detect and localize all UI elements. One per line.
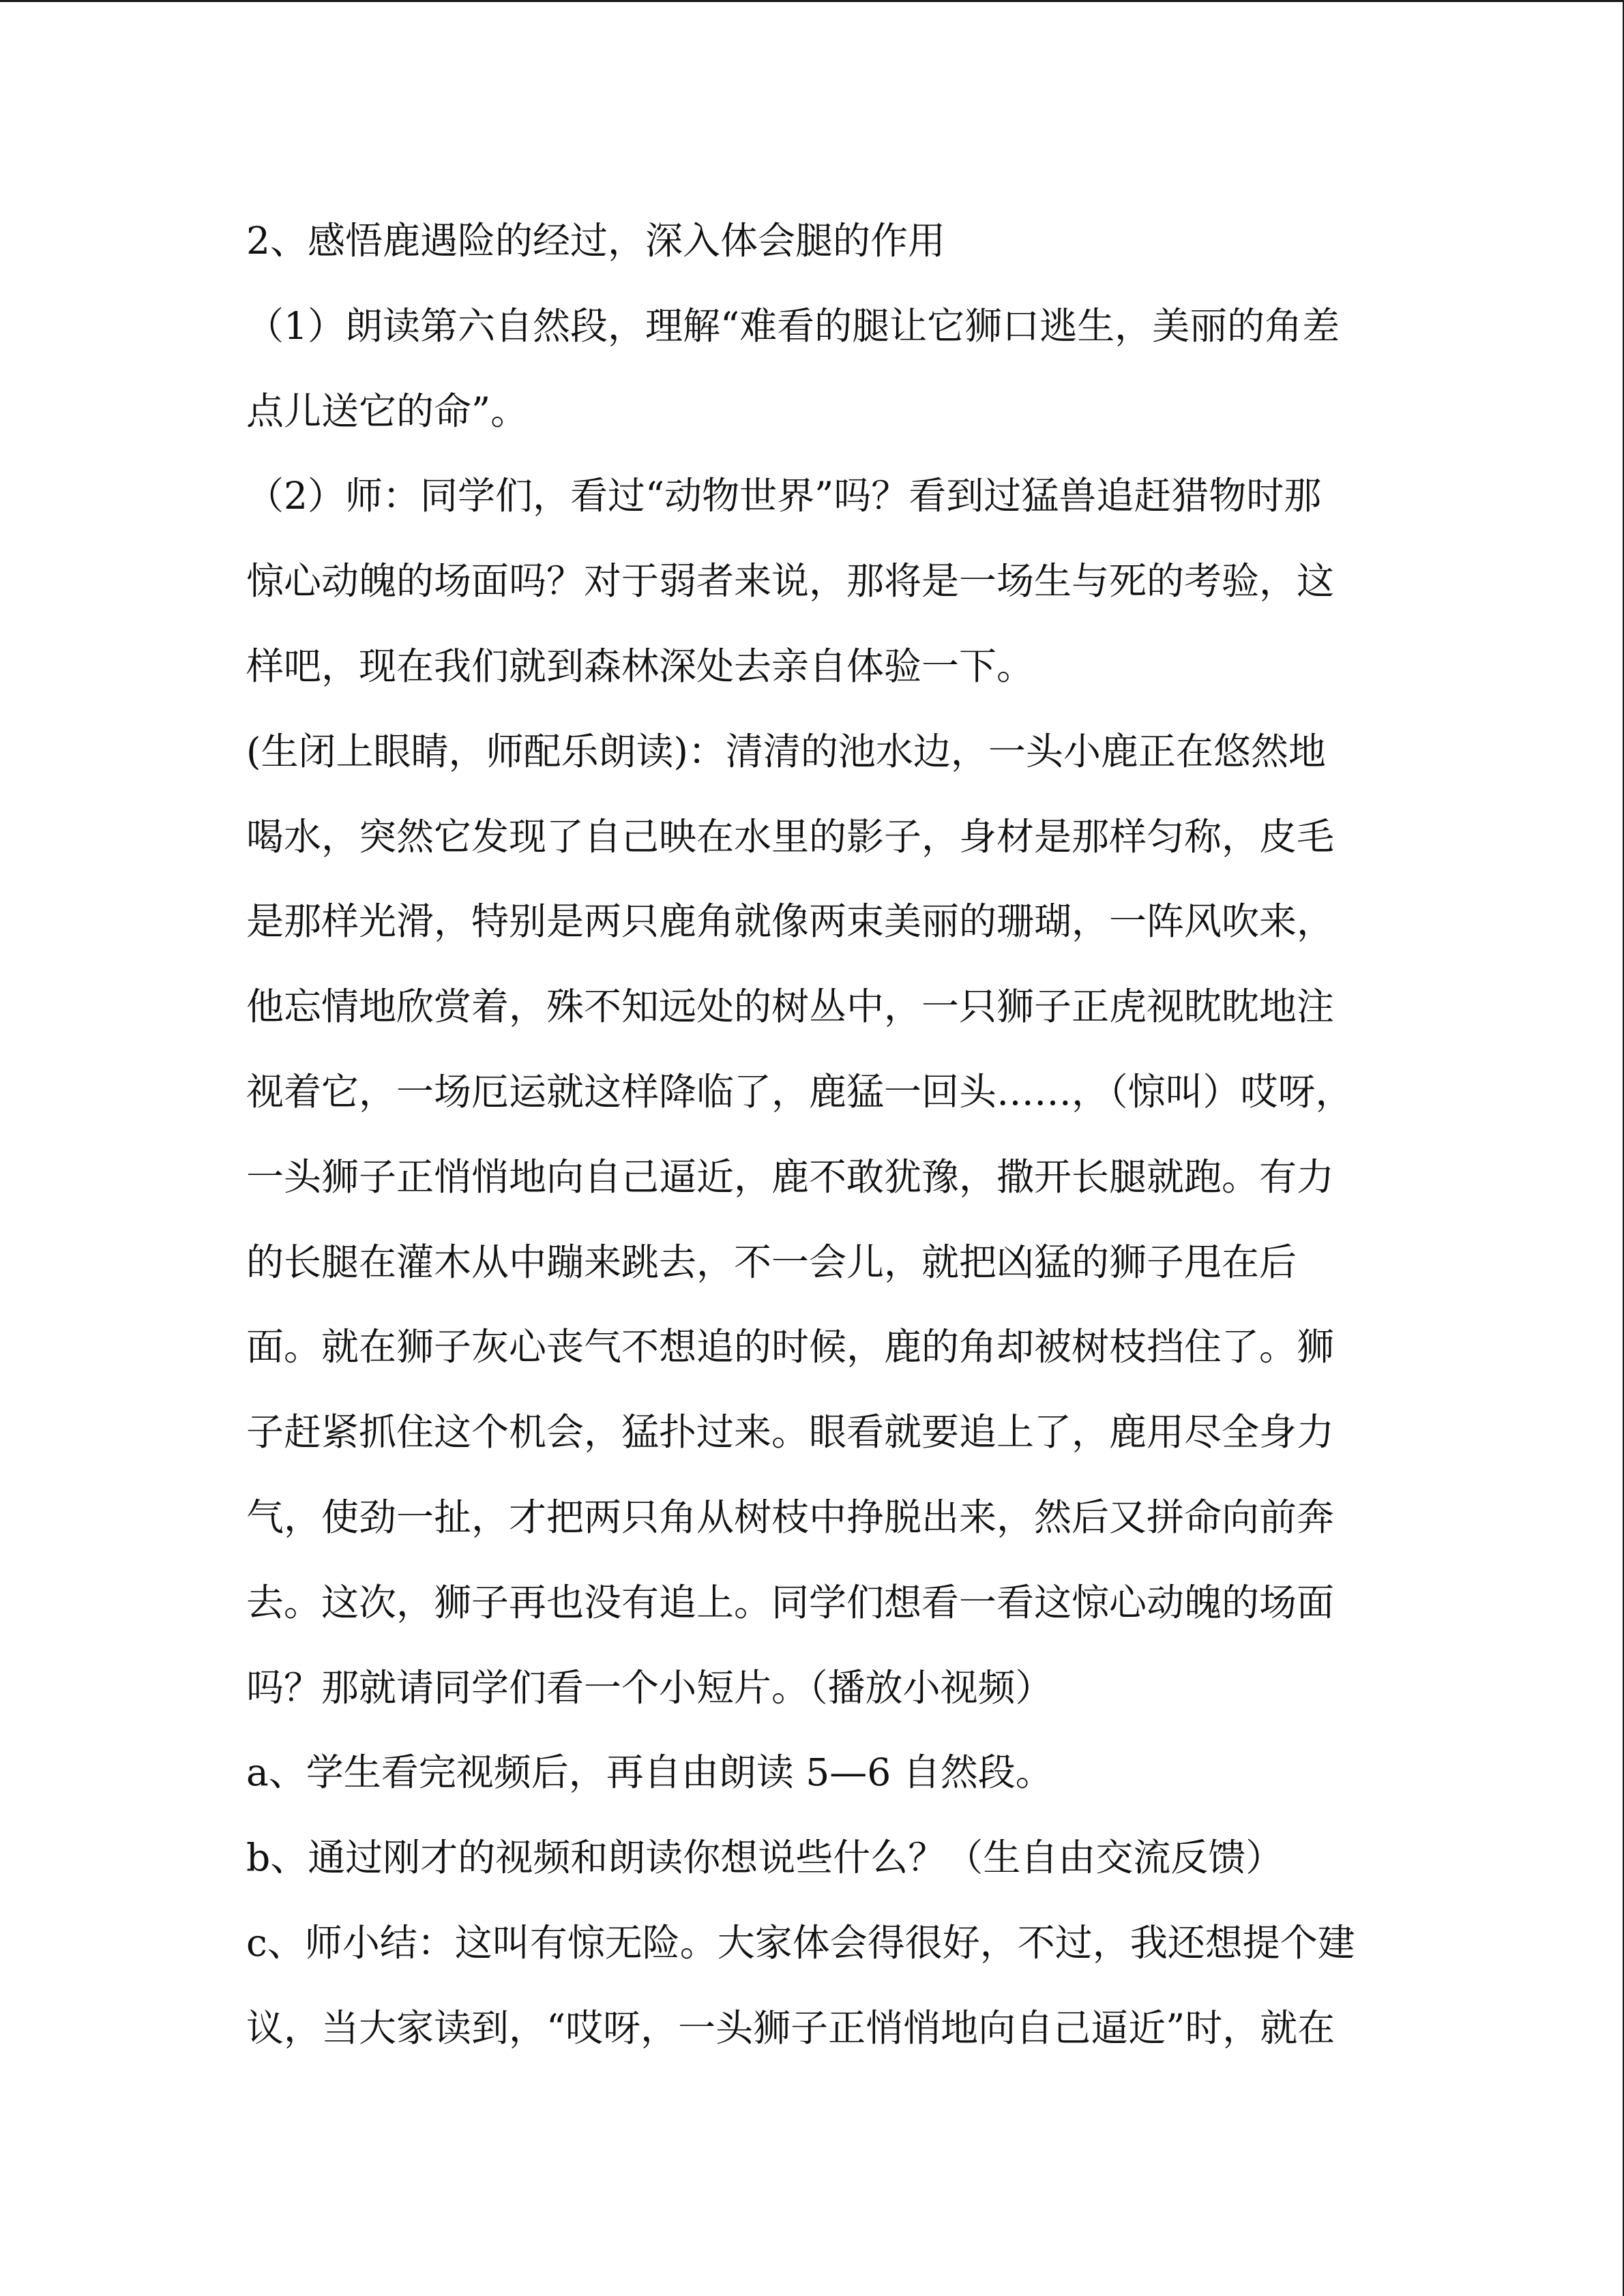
section-heading: 2、感悟鹿遇险的经过，深入体会腿的作用 <box>246 219 945 263</box>
text-line: 一头狮子正悄悄地向自己逼近，鹿不敢犹豫，撒开长腿就跑。有力 <box>246 1154 1335 1199</box>
text-line: 喝水，突然它发现了自己映在水里的影子，身材是那样匀称，皮毛 <box>246 814 1335 859</box>
text-line: 惊心动魄的场面吗？对于弱者来说，那将是一场生与死的考验，这 <box>246 559 1335 603</box>
text-line: (生闭上眼睛，师配乐朗读)：清清的池水边，一头小鹿正在悠然地 <box>246 729 1326 773</box>
text-line: 面。就在狮子灰心丧气不想追的时候，鹿的角却被树枝挡住了。狮 <box>246 1325 1335 1369</box>
text-line: 点儿送它的命”。 <box>246 389 529 433</box>
text-line: 议，当大家读到，“哎呀，一头狮子正悄悄地向自己逼近”时，就在 <box>246 2006 1335 2050</box>
text-line: （1）朗读第六自然段，理解“难看的腿让它狮口逃生，美丽的角差 <box>246 303 1340 348</box>
text-line: 他忘情地欣赏着，殊不知远处的树丛中，一只狮子正虎视眈眈地注 <box>246 985 1335 1029</box>
text-line: 子赶紧抓住这个机会，猛扑过来。眼看就要追上了，鹿用尽全身力 <box>246 1410 1335 1455</box>
document-body <box>246 198 1406 2071</box>
text-line: 样吧，现在我们就到森林深处去亲自体验一下。 <box>246 644 1035 688</box>
text-line: 是那样光滑，特别是两只鹿角就像两束美丽的珊瑚，一阵风吹来， <box>246 899 1335 944</box>
text-line: （2）师：同学们，看过“动物世界”吗？看到过猛兽追赶猎物时那 <box>246 474 1322 518</box>
list-item-b: b、通过刚才的视频和朗读你想说些什么？（生自由交流反馈） <box>246 1836 1284 1880</box>
text-line: 的长腿在灌木从中蹦来跳去，不一会儿，就把凶猛的狮子甩在后 <box>246 1240 1297 1284</box>
list-item-a: a、学生看完视频后，再自由朗读 5—6 自然段。 <box>246 1750 1053 1795</box>
text-line: 视着它，一场厄运就这样降临了，鹿猛一回头……，（惊叫）哎呀， <box>246 1069 1353 1114</box>
text-line: 吗？那就请同学们看一个小短片。（播放小视频） <box>246 1665 1053 1710</box>
text-line: 去。这次，狮子再也没有追上。同学们想看一看这惊心动魄的场面 <box>246 1580 1335 1624</box>
text-line: 气，使劲一扯，才把两只角从树枝中挣脱出来，然后又拼命向前奔 <box>246 1495 1335 1539</box>
list-item-c: c、师小结：这叫有惊无险。大家体会得很好，不过，我还想提个建 <box>246 1920 1355 1965</box>
